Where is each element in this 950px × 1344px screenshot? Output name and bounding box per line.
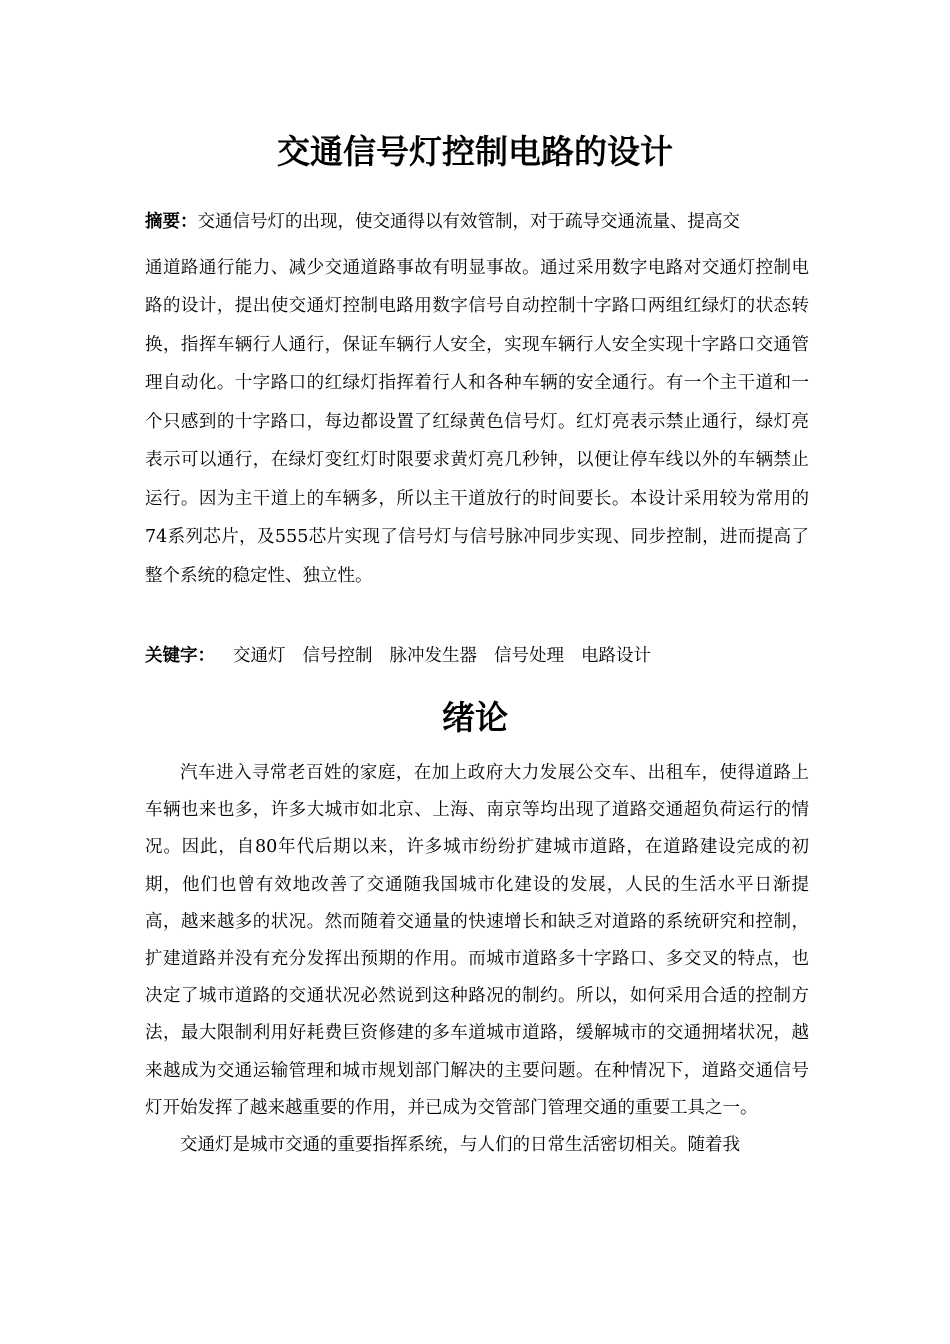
introduction-heading: 绪论 [442,698,508,737]
introduction-body [145,755,809,1164]
keyword-item: 交通灯 [233,646,286,666]
keywords-section [145,638,809,674]
abstract-body: 通道路通行能力、减少交通道路事故有明显事故。通过采用数字电路对交通灯控制电路的设计，提出使交通灯控制电路用数字信号自动控制十字路口两组红绿灯的状态转换，指挥车辆行人通行，保证车辆行人安全，实现车辆行人安全实现十字路口交通管理自动化。十字路口的红绿灯指挥着行人和各种车辆的安全通行。有一个主干道和一个只感到的十字路口，每边都设置了红绿黄色信号灯。红灯亮表示禁止通行，绿灯亮表示可以通行，在绿灯变红灯时限要求黄灯亮几秒钟，以便让停车线以外的车辆禁止运行。因为主干道上的车辆多，所以主干道放行的时间要长。本设计采用较为常用的74系列芯片，及555芯片实现了信号灯与信号脉冲同步实现、同步控制，进而提高了整个系统的稳定性、独立性。 [145,257,809,586]
abstract-section [145,203,809,595]
keywords-label: 关键字： [145,646,215,666]
body-paragraph: 交通灯是城市交通的重要指挥系统，与人们的日常生活密切相关。随着我 [180,1135,740,1156]
keyword-item: 电路设计 [581,646,651,666]
keyword-item: 信号控制 [302,646,373,666]
keyword-item: 脉冲发生器 [389,646,477,666]
abstract-label: 摘要： [145,212,198,232]
abstract-first-line [145,203,809,242]
abstract-first-line-text: 交通信号灯的出现，使交通得以有效管制，对于疏导交通流量、提高交 [197,212,740,232]
body-paragraph: 汽车进入寻常老百姓的家庭，在加上政府大力发展公交车、出租车，使得道路上车辆也来也多，许多大城市如北京、上海、南京等均出现了道路交通超负荷运行的情况。因此，自80年代后期以来，许多城市纷纷扩建城市道路，在道路建设完成的初期，他们也曾有效地改善了交通随我国城市化建设的发展，人民的生活水平日渐提高，越来越多的状况。然而随着交通量的快速增长和缺乏对道路的系统研究和控制，扩建道路并没有充分发挥出预期的作用。而城市道路多十字路口、多交叉的特点，也决定了城市道路的交通状况必然说到这种路况的制约。所以，如何采用合适的控制方法，最大限制利用好耗费巨资修建的多车道城市道路，缓解城市的交通拥堵状况，越来越成为交通运输管理和城市规划部门解决的主要问题。在种情况下，道路交通信号灯开始发挥了越来越重要的作用，并已成为交管部门管理交通的重要工具之一。 [145,763,809,1118]
document-title: 交通信号灯控制电路的设计 [277,132,673,171]
keyword-item: 信号处理 [494,646,564,666]
